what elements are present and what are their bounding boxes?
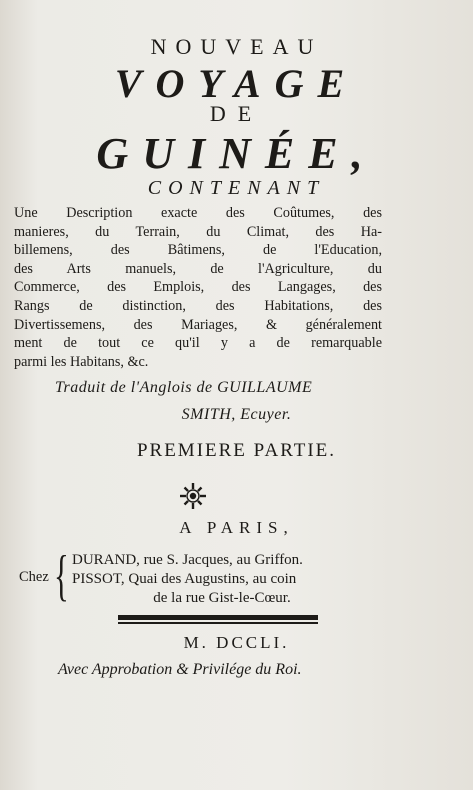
title-line-contenant: CONTENANT	[147, 177, 326, 199]
city-line: A PARIS,	[179, 518, 294, 537]
title-line-guinee: GUINÉE,	[96, 129, 377, 178]
title-line-nouveau: NOUVEAU	[150, 34, 323, 59]
translator-line-2: SMITH, Ecuyer.	[181, 406, 292, 423]
description-line: billemens, des Bâtimens, de l'Education,	[14, 242, 382, 259]
description-line: Rangs de distinction, des Habitations, des	[14, 297, 382, 314]
publisher-line: DURAND, rue S. Jacques, au Griffon.	[72, 552, 303, 568]
approval-line: Avec Approbation & Privilége du Roi.	[58, 661, 302, 678]
part-heading: PREMIERE PARTIE.	[136, 440, 337, 461]
description-line: Divertissemens, des Mariages, & généralement	[14, 316, 382, 333]
brace-symbol: {	[54, 545, 69, 607]
publisher-line: PISSOT, Quai des Augustins, au coin	[72, 571, 297, 587]
thick-rule	[118, 615, 318, 620]
description-line: Une Description exacte des Coûtumes, des	[14, 205, 382, 221]
fleuron-ornament-icon	[179, 482, 207, 510]
translator-line-1: Traduit de l'Anglois de GUILLAUME	[55, 379, 313, 396]
chez-label: Chez	[19, 569, 49, 585]
description-line: manieres, du Terrain, du Climat, des Ha-	[14, 223, 382, 240]
description-line: Commerce, des Emplois, des Langages, des	[14, 279, 382, 296]
year-line: M. DCCLI.	[183, 633, 290, 652]
title-line-voyage: VOYAGE	[114, 61, 359, 106]
description-paragraph	[14, 204, 382, 371]
thin-rule	[118, 622, 318, 624]
publisher-line: de la rue Gist-le-Cœur.	[153, 590, 291, 606]
description-line: des Arts manuels, de l'Agriculture, du	[14, 260, 382, 277]
publisher-block	[72, 551, 372, 608]
title-line-de: DE	[209, 101, 264, 126]
description-line: parmi les Habitans, &c.	[14, 353, 149, 370]
description-line: ment de tout ce qu'il y a de remarquable	[14, 335, 382, 352]
